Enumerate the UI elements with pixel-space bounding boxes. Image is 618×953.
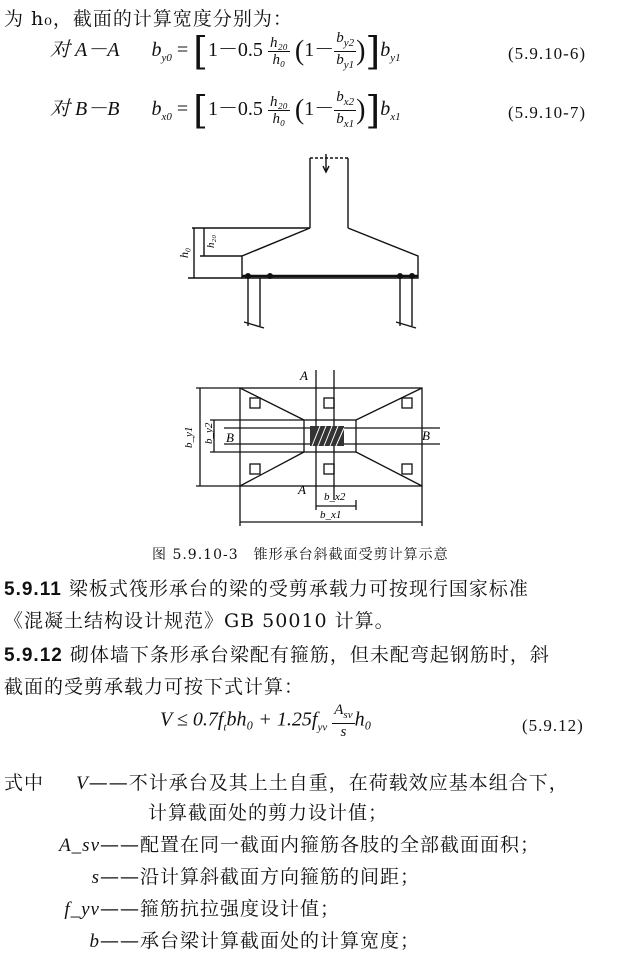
label-A-bottom: A — [298, 482, 306, 497]
defs-text-V: ——不计承台及其上土自重，在荷载效应基本组合下， — [88, 772, 569, 794]
defs-row-1: 计算截面处的剪力设计值； — [148, 802, 389, 824]
pile-right-break — [396, 322, 416, 328]
defs-sym-V: V — [76, 773, 89, 794]
eq2-one: 1－0.5 — [207, 98, 263, 121]
section-5-9-12-line2: 截面的受剪承载力可按下式计算： — [4, 676, 305, 698]
label-A-top: A — [300, 368, 308, 383]
defs-row-2 — [48, 830, 540, 857]
eq1-inner-one: 1－ — [304, 39, 335, 62]
equation-5-9-12: $V \le 0.7f_tbh_0 + 1.25f_{yv}$ $\frac{A_{sv}}{s}$ h₀ — [160, 702, 372, 740]
by2-dim — [210, 420, 304, 452]
figure-caption: 图 5.9.10-3 锥形承台斜截面受剪计算示意 — [152, 547, 449, 563]
eq1-number: (5.9.10-6) — [508, 44, 586, 63]
label-by2: b_y2 — [203, 422, 215, 444]
pile-left-outline — [248, 278, 260, 326]
eq3-number: (5.9.12) — [522, 716, 584, 735]
eq2-label: 对 B－B — [50, 98, 120, 121]
pile-right-outline — [400, 278, 412, 326]
section-5-9-11-line1 — [4, 574, 529, 601]
defs-lead: 式中 — [4, 772, 45, 794]
defs-text-Asv: ——配置在同一截面内箍筋各肢的全部截面面积； — [100, 834, 541, 856]
defs-text-fyv: ——箍筋抗拉强度设计值； — [100, 898, 341, 920]
section-5-9-11-text1: 梁板式筏形承台的梁的受剪承载力可按现行国家标准 — [68, 578, 529, 600]
label-B-left: B — [226, 430, 234, 445]
label-bx2: b_x2 — [324, 491, 346, 503]
load-arrow — [323, 154, 329, 172]
eq3-tail: h₀ — [354, 708, 372, 731]
eq2-number: (5.9.10-7) — [508, 103, 586, 122]
section-5-9-12-text1: 砌体墙下条形承台梁配有箍筋，但未配弯起钢筋时，斜 — [69, 644, 550, 666]
eq1-inner-fraction: $\frac{b_{y2}}{b_{y1}}$ — [336, 30, 355, 71]
eq2-inner-fraction: $\frac{b_{x2}}{b_{x1}}$ — [336, 89, 355, 130]
eq1-lhs: $b_{y0}$ — [151, 39, 172, 65]
label-h0: h₀ — [177, 247, 191, 258]
label-bx1: b_x1 — [320, 509, 342, 521]
plan-diagram — [170, 360, 460, 530]
column-hatch — [310, 426, 344, 446]
section-5-9-11-number: 5.9.11 — [4, 579, 62, 600]
defs-sym-b: b — [89, 931, 100, 952]
defs-row-5 — [48, 926, 420, 953]
column-outline — [310, 158, 348, 228]
eq2-tail: $b_{x1}$ — [380, 98, 401, 124]
eq3-lhs: V ≤ 0.7 — [160, 708, 218, 731]
defs-row-3 — [48, 862, 420, 889]
defs-text-b: ——承台梁计算截面处的计算宽度； — [100, 930, 421, 952]
elevation-diagram — [160, 148, 460, 338]
defs-sym-s: s — [91, 867, 100, 888]
defs-sym-fyv: f_yv — [64, 899, 100, 920]
label-B-right: B — [422, 428, 430, 443]
eq2-lhs: $b_{x0}$ — [151, 98, 172, 124]
defs-text-s: ——沿计算斜截面方向箍筋的间距； — [100, 866, 421, 888]
defs-sym-Asv: A_sv — [59, 835, 100, 856]
label-h20: h₂₀ — [205, 234, 217, 248]
eq1-one: 1－0.5 — [207, 39, 263, 62]
intro-line: 为 h₀，截面的计算宽度分别为： — [4, 8, 293, 30]
section-5-9-12-line1 — [4, 640, 550, 667]
eq2-inner-one: 1－ — [304, 98, 335, 121]
section-5-9-12-number: 5.9.12 — [4, 645, 63, 666]
eq1-label: 对 A－A — [50, 39, 120, 62]
pile-left-break — [244, 322, 264, 328]
section-5-9-11-line2: 《混凝土结构设计规范》GB 50010 计算。 — [4, 610, 395, 632]
eq3-fraction: $\frac{A_{sv}}{s}$ — [334, 702, 353, 740]
eq1-tail: $b_{y1}$ — [380, 39, 401, 65]
eq3-ft: f — [217, 708, 224, 731]
defs-row-0 — [4, 768, 569, 795]
equation-5-9-10-6: 对 A－A $b_{y0} = [1-0.5$ $\frac{\text{h₂₀}}{\text{h₀}}$ (1－ $\frac{b_{y2}}{b_{y1}}$ )]$b_{y1}$ — [50, 29, 401, 74]
eq2-fraction: $\frac{\text{h₂₀}}{\text{h₀}}$ — [269, 94, 288, 127]
label-by1: b_y1 — [183, 426, 195, 448]
equation-5-9-10-7: 对 B－B $b_{x0} = [1-0.5$ $\frac{\text{h₂₀}}{\text{h₀}}$ (1－ $\frac{b_{x2}}{b_{x1}}$ )]$b_{x1}$ — [50, 88, 401, 133]
eq3-mid: bh₀ + 1.25 — [226, 708, 312, 731]
defs-row-4 — [48, 894, 340, 921]
cap-outline — [242, 228, 418, 278]
eq1-fraction: $\frac{\text{h₂₀}}{\text{h₀}}$ — [269, 35, 288, 68]
eq3-fyv: f — [311, 708, 318, 731]
